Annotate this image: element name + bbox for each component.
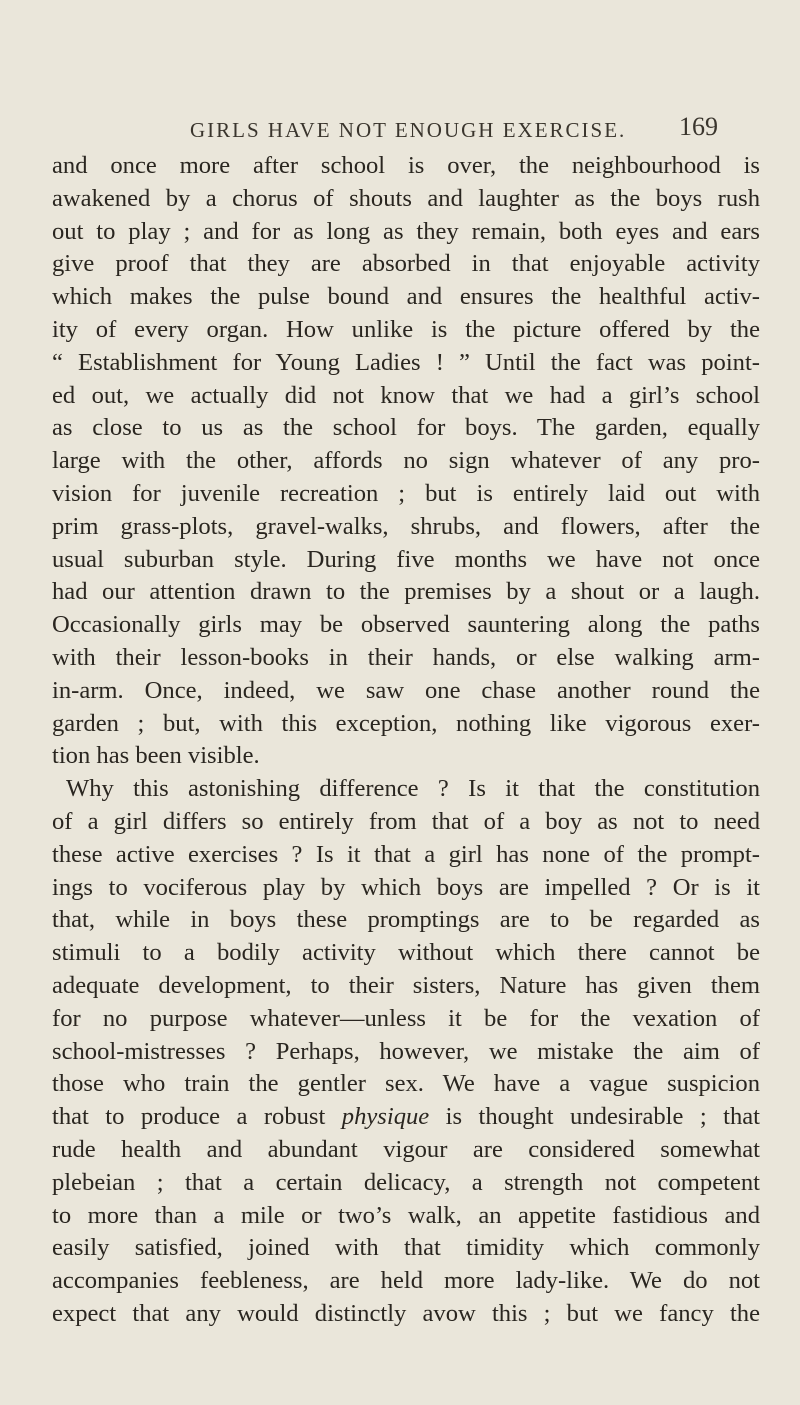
text-line: accompanies feebleness, are held more lady-like. We do not — [52, 1267, 760, 1295]
text-line: to more than a mile or two’s walk, an appetite fastidious and — [52, 1201, 760, 1229]
text-line: Occasionally girls may be observed sauntering along the paths — [52, 611, 760, 639]
running-title: GIRLS HAVE NOT ENOUGH EXERCISE. — [190, 118, 627, 142]
text-line: awakened by a chorus of shouts and laughter as the boys rush — [52, 184, 760, 212]
text-line: ity of every organ. How unlike is the picture offered by the — [52, 315, 760, 343]
text-line: that, while in boys these promptings are to be regarded as — [52, 906, 760, 934]
text-line: large with the other, affords no sign whatever of any pro- — [52, 447, 760, 475]
body-text — [52, 150, 760, 1331]
text-line: school-mistresses ? Perhaps, however, we mistake the aim of — [52, 1037, 760, 1065]
text-line: those who train the gentler sex. We have a vague suspicion — [52, 1070, 760, 1098]
text-line: ings to vociferous play by which boys are impelled ? Or is it — [52, 873, 760, 901]
text-line: with their lesson-books in their hands, or else walking arm- — [52, 643, 760, 671]
text-line: “ Establishment for Young Ladies ! ” Until the fact was point- — [52, 348, 760, 376]
text-line: expect that any would distinctly avow this ; but we fancy the — [52, 1299, 760, 1327]
text-line: of a girl differs so entirely from that of a boy as not to need — [52, 807, 760, 835]
text-line: for no purpose whatever—unless it be for the vexation of — [52, 1004, 760, 1032]
running-head — [90, 112, 730, 146]
text-line: ed out, we actually did not know that we had a girl’s school — [52, 381, 760, 409]
text-line: and once more after school is over, the neighbourhood is — [52, 152, 760, 179]
text-line: garden ; but, with this exception, nothing like vigorous exer- — [52, 709, 760, 737]
text-line: prim grass-plots, gravel-walks, shrubs, and flowers, after the — [52, 512, 760, 540]
text-line: tion has been visible. — [52, 742, 260, 770]
text-line: which makes the pulse bound and ensures the healthful activ- — [52, 283, 760, 311]
page-number: 169 — [679, 112, 718, 141]
text-line: in-arm. Once, indeed, we saw one chase another round the — [52, 676, 760, 704]
text-line: these active exercises ? Is it that a girl has none of the prompt- — [52, 840, 760, 868]
text-line: rude health and abundant vigour are considered somewhat — [52, 1135, 760, 1163]
text-line: easily satisfied, joined with that timidity which commonly — [52, 1234, 760, 1262]
text-line: stimuli to a bodily activity without which there cannot be — [52, 939, 760, 967]
text-line: adequate development, to their sisters, Nature has given them — [52, 971, 760, 999]
text-line: vision for juvenile recreation ; but is entirely laid out with — [52, 479, 760, 507]
text-line: Why this astonishing difference ? Is it that the constitution — [66, 775, 760, 803]
text-line: usual suburban style. During five months we have not once — [52, 545, 760, 573]
text-line: that to produce a robust physique is thought undesirable ; that — [52, 1103, 760, 1131]
text-line: as close to us as the school for boys. The garden, equally — [52, 414, 760, 442]
text-line: had our attention drawn to the premises by a shout or a laugh. — [52, 578, 760, 606]
text-line: out to play ; and for as long as they remain, both eyes and ears — [52, 217, 760, 245]
text-line: give proof that they are absorbed in that enjoyable activity — [52, 250, 760, 278]
text-line: plebeian ; that a certain delicacy, a strength not competent — [52, 1168, 760, 1196]
